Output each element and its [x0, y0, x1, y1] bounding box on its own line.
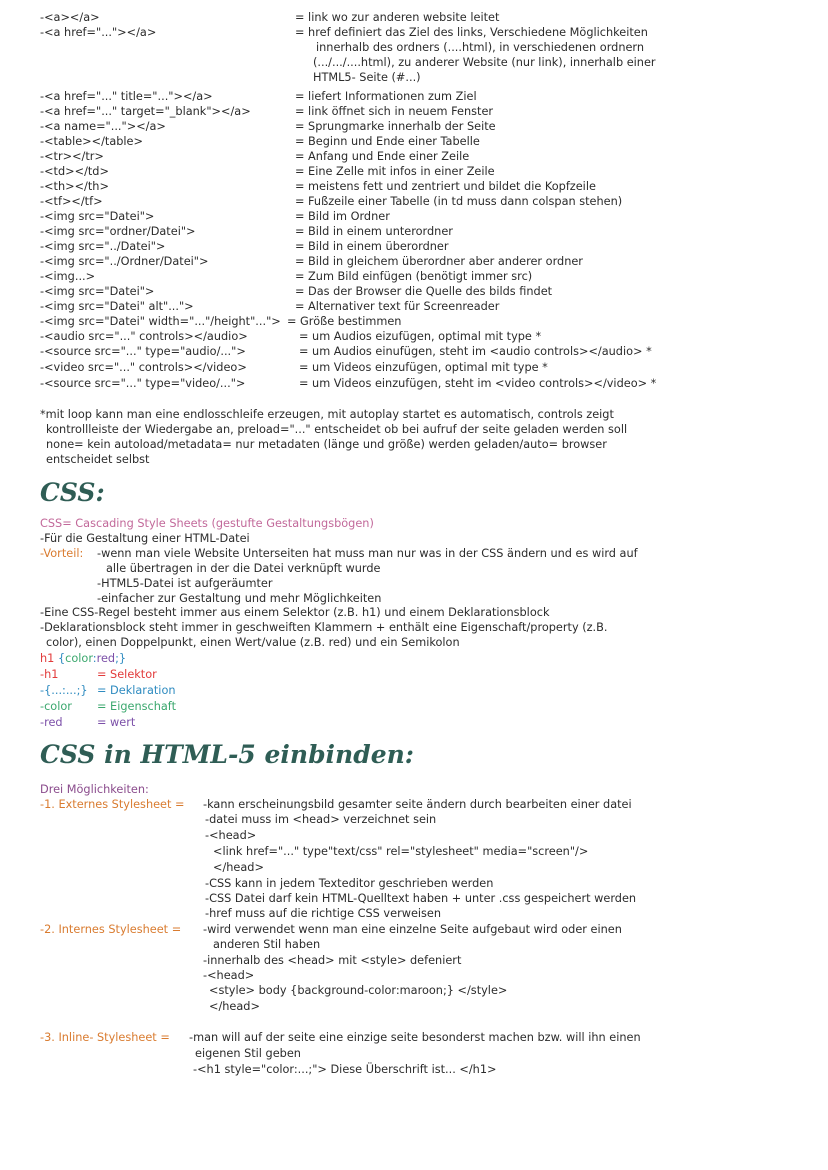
table-row: -<th></th> — [40, 180, 109, 193]
footnote-line: kontrollleiste der Wiedergabe an, preload="..." entscheidet ob bei aufruf der seite geladen werden soll — [46, 423, 628, 436]
table-row: -<a name="..."></a> — [40, 120, 166, 133]
example-brace-close: ;} — [115, 652, 127, 665]
legend-def: = Deklaration — [97, 684, 176, 697]
table-row: = um Audios einufügen, steht im <audio controls></audio> * — [299, 345, 652, 358]
external-label: -1. Externes Stylesheet = — [40, 798, 185, 811]
table-row: innerhalb des ordners (....html), in verschiedenen ordnern — [316, 41, 645, 54]
css-heading: CSS: — [40, 478, 105, 507]
table-row: -<tf></tf> — [40, 195, 103, 208]
table-row: -<img src="../Ordner/Datei"> — [40, 255, 209, 268]
external-line: -datei muss im <head> verzeichnet sein — [205, 813, 437, 826]
table-row: = liefert Informationen zum Ziel — [295, 90, 477, 103]
table-row: = link wo zur anderen website leitet — [295, 11, 500, 24]
inline-line: -<h1 style="color:...;"> Diese Überschrift ist... </h1> — [193, 1063, 497, 1076]
inline-line: eigenen Stil geben — [195, 1047, 301, 1060]
example-value: red — [96, 652, 116, 665]
table-row: -<table></table> — [40, 135, 143, 148]
table-row: = Bild in gleichem überordner aber anderer ordner — [295, 255, 583, 268]
internal-label: -2. Internes Stylesheet = — [40, 923, 182, 936]
css-rule-line: -Eine CSS-Regel besteht immer aus einem Selektor (z.B. h1) und einem Deklarationsblock — [40, 606, 550, 619]
embed-heading: CSS in HTML-5 einbinden: — [40, 740, 415, 769]
table-row: (.../.../....html), zu anderer Website (nur link), innerhalb einer — [313, 56, 656, 69]
table-row: = link öffnet sich in neuem Fenster — [295, 105, 494, 118]
table-row: = Eine Zelle mit infos in einer Zeile — [295, 165, 495, 178]
external-line: </head> — [213, 861, 264, 874]
advantage-line: alle übertragen in der die Datei verknüpft wurde — [106, 562, 381, 575]
table-row: = Größe bestimmen — [287, 315, 402, 328]
internal-line: -wird verwendet wenn man eine einzelne Seite aufgebaut wird oder einen — [203, 923, 622, 936]
table-row: HTML5- Seite (#...) — [313, 71, 421, 84]
table-row: -<img src="Datei"> — [40, 210, 155, 223]
legend-def: = wert — [97, 716, 136, 729]
css-example-rule — [40, 652, 126, 666]
css-rule-line: -Deklarationsblock steht immer in geschweiften Klammern + enthält eine Eigenschaft/property (z.B. — [40, 621, 608, 634]
table-row: = Bild in einem unterordner — [295, 225, 453, 238]
table-row: = Sprungmarke innerhalb der Seite — [295, 120, 496, 133]
table-row: = Bild im Ordner — [295, 210, 390, 223]
table-row: = Fußzeile einer Tabelle (in td muss dann colspan stehen) — [295, 195, 623, 208]
table-row: -<a href="..."></a> — [40, 26, 157, 39]
table-row: -<a href="..." title="..."></a> — [40, 90, 213, 103]
inline-label: -3. Inline- Stylesheet = — [40, 1031, 170, 1044]
table-row: = Beginn und Ende einer Tabelle — [295, 135, 480, 148]
legend-term: -h1 — [40, 668, 59, 681]
footnote-line: none= kein autoload/metadata= nur metadaten (länge und größe) werden geladen/auto= browser — [46, 438, 607, 451]
table-row: -<img src="ordner/Datei"> — [40, 225, 196, 238]
table-row: = meistens fett und zentriert und bildet die Kopfzeile — [295, 180, 596, 193]
table-row: = Alternativer text für Screenreader — [295, 300, 500, 313]
table-row: = um Videos einzufügen, steht im <video controls></video> * — [299, 377, 657, 390]
table-row: -<img...> — [40, 270, 96, 283]
table-row: = um Videos einzufügen, optimal mit type * — [299, 361, 548, 374]
internal-line: <style> body {background-color:maroon;} </style> — [209, 984, 508, 997]
table-row: -<source src="..." type="audio/..."> — [40, 345, 246, 358]
legend-term: -red — [40, 716, 63, 729]
internal-line: -innerhalb des <head> mit <style> defeniert — [203, 954, 462, 967]
table-row: -<source src="..." type="video/..."> — [40, 377, 246, 390]
legend-term: -{...:...;} — [40, 684, 88, 697]
embed-intro: Drei Möglichkeiten: — [40, 783, 149, 796]
external-line: <link href="..." type"text/css" rel="stylesheet" media="screen"/> — [213, 845, 589, 858]
internal-line: anderen Stil haben — [213, 938, 321, 951]
advantage-label: -Vorteil: — [40, 547, 84, 560]
external-line: -<head> — [205, 829, 257, 842]
inline-line: -man will auf der seite eine einzige seite besonderst machen bzw. will ihn einen — [189, 1031, 641, 1044]
external-line: -kann erscheinungsbild gesamter seite ändern durch bearbeiten einer datei — [203, 798, 632, 811]
legend-term: -color — [40, 700, 72, 713]
table-row: -<tr></tr> — [40, 150, 104, 163]
table-row: -<a></a> — [40, 11, 100, 24]
table-row: -<audio src="..." controls></audio> — [40, 330, 248, 343]
table-row: -<td></td> — [40, 165, 109, 178]
table-row: = Bild in einem überordner — [295, 240, 449, 253]
table-row: = Anfang und Ende einer Zeile — [295, 150, 470, 163]
table-row: = um Audios eizufügen, optimal mit type * — [299, 330, 542, 343]
table-row: -<a href="..." target="_blank"></a> — [40, 105, 251, 118]
external-line: -CSS Datei darf kein HTML-Quelltext haben + unter .css gespeichert werden — [205, 892, 637, 905]
css-definition: CSS= Cascading Style Sheets (gestufte Gestaltungsbögen) — [40, 517, 374, 530]
table-row: -<img src="Datei" width="..."/height"..."> — [40, 315, 281, 328]
table-row: -<img src="../Datei"> — [40, 240, 166, 253]
example-selector: h1 — [40, 652, 55, 665]
table-row: -<img src="Datei"> — [40, 285, 155, 298]
advantage-line: -wenn man viele Website Unterseiten hat muss man nur was in der CSS ändern und es wird auf — [97, 547, 638, 560]
footnote-line: entscheidet selbst — [46, 453, 150, 466]
table-row: -<video src="..." controls></video> — [40, 361, 247, 374]
legend-def: = Eigenschaft — [97, 700, 177, 713]
table-row: -<img src="Datei" alt"..."> — [40, 300, 194, 313]
footnote-line: *mit loop kann man eine endlosschleife erzeugen, mit autoplay startet es automatisch, controls zeigt — [40, 408, 614, 421]
example-brace-open: { — [54, 652, 66, 665]
advantage-line: -einfacher zur Gestaltung und mehr Möglichkeiten — [97, 592, 382, 605]
legend-def: = Selektor — [97, 668, 157, 681]
internal-line: </head> — [209, 1000, 260, 1013]
external-line: -href muss auf die richtige CSS verweisen — [205, 907, 442, 920]
css-purpose: -Für die Gestaltung einer HTML-Datei — [40, 532, 250, 545]
table-row: = href definiert das Ziel des links, Verschiedene Möglichkeiten — [295, 26, 648, 39]
table-row: = Zum Bild einfügen (benötigt immer src) — [295, 270, 533, 283]
example-property: color — [65, 652, 93, 665]
external-line: -CSS kann in jedem Texteditor geschrieben werden — [205, 877, 494, 890]
css-rule-line: color), einen Doppelpunkt, einen Wert/value (z.B. red) und ein Semikolon — [46, 636, 460, 649]
table-row: = Das der Browser die Quelle des bilds findet — [295, 285, 553, 298]
advantage-line: -HTML5-Datei ist aufgeräumter — [97, 577, 273, 590]
internal-line: -<head> — [203, 969, 255, 982]
example-colon: : — [92, 652, 97, 665]
